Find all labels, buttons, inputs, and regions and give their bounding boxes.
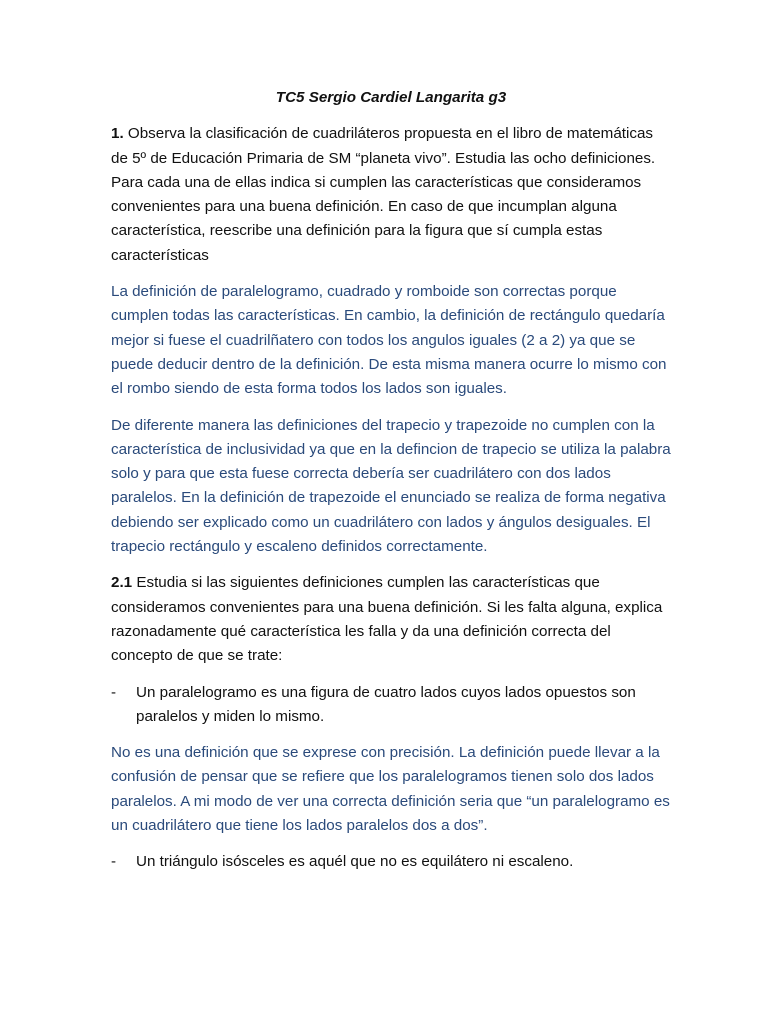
- bullet-text-triangulo: Un triángulo isósceles es aquél que no es equilátero ni escaleno.: [136, 853, 574, 871]
- question-2-1-number: 2.1: [111, 574, 133, 592]
- answer-1-paragraph-1: La definición de paralelogramo, cuadrado y romboide son correctas porque cumplen todas las características. En cambio, la definición de rectángulo quedaría mejor si fuese el cuadrilñatero con todos los angulos iguales (2 a 2) ya que se puede deducir dentro de la definición. De esta misma manera ocurre lo mismo con el rombo siendo de esta forma todos los lados son iguales.: [111, 283, 667, 398]
- question-1-text: Observa la clasificación de cuadriláteros propuesta en el libro de matemáticas de 5º de Educación Primaria de SM “planeta vivo”. Estudia las ocho definiciones. Para cada una de ellas indica si cumplen las características que consideramos convenientes para una buena definición. En caso de que incumplan alguna característica, reescribe una definición para la figura que sí cumpla estas características: [111, 125, 656, 264]
- answer-1-paragraph-2: De diferente manera las definiciones del trapecio y trapezoide no cumplen con la característica de inclusividad ya que en la defincion de trapecio se utiliza la palabra solo y para que esta fuese correcta debería ser cuadrilátero con dos lados paralelos. En la definición de trapezoide el enunciado se realiza de forma negativa debiendo ser explicado como un cuadrilátero con lados y ángulos desiguales. El trapecio rectángulo y escaleno definidos correctamente.: [111, 416, 671, 556]
- bullet-item-paralelogramo: [111, 681, 671, 730]
- bullet-item-triangulo: [111, 850, 671, 874]
- question-1: [111, 122, 671, 268]
- question-2-1-text: Estudia si las siguientes definiciones cumplen las características que consideramos convenientes para una buena definición. Si les falta alguna, explica razonadamente qué característica les falla y da una definición correcta del concepto de que se trate:: [111, 574, 663, 665]
- bullet-dash: -: [111, 853, 117, 871]
- question-2-1: [111, 571, 671, 668]
- question-1-number: 1.: [111, 125, 124, 143]
- answer-2-1-paragraph-1: No es una definición que se exprese con precisión. La definición puede llevar a la confusión de pensar que se refiere que los paralelogramos tienen solo dos lados paralelos. A mi modo de ver una correcta definición seria que “un paralelogramo es un cuadrilátero que tiene los lados paralelos dos a dos”.: [111, 744, 670, 835]
- document-title: TC5 Sergio Cardiel Langarita g3: [275, 89, 507, 106]
- bullet-dash: -: [111, 683, 117, 701]
- bullet-text-paralelogramo: Un paralelogramo es una figura de cuatro lados cuyos lados opuestos son paralelos y miden lo mismo.: [136, 683, 636, 725]
- document-page: [111, 86, 671, 887]
